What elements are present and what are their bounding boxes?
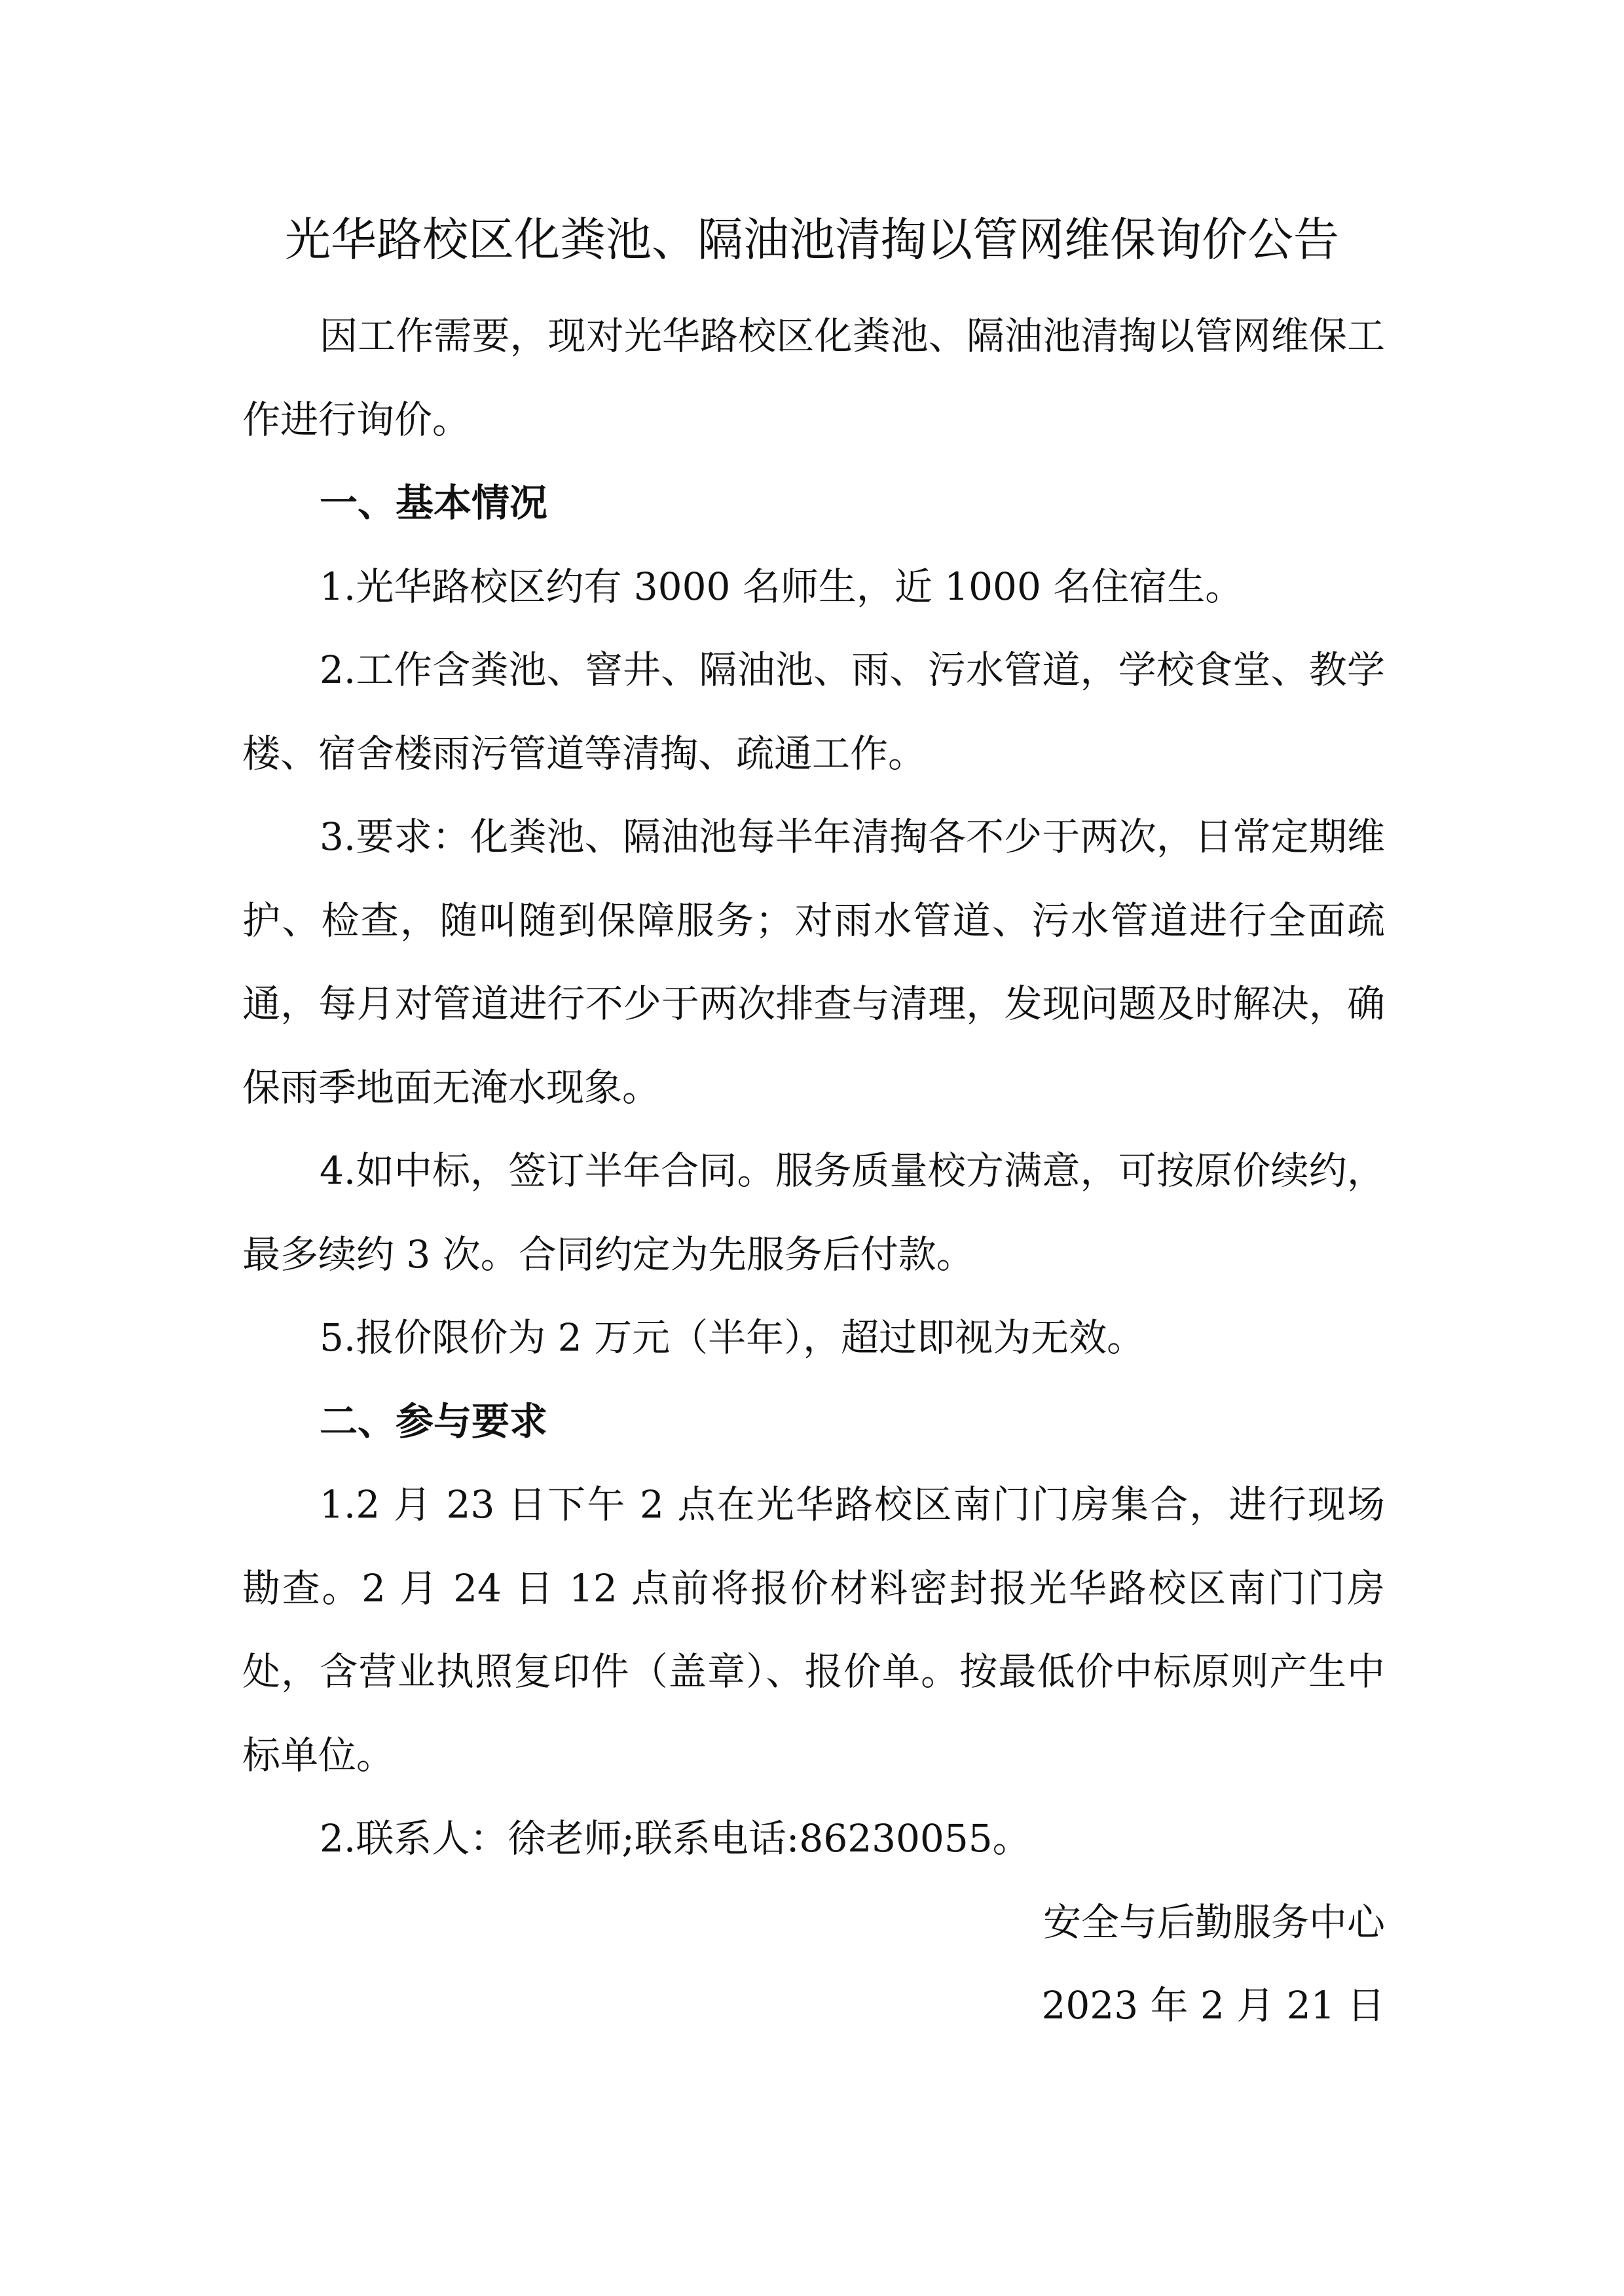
document-body: [242, 295, 1385, 2048]
basic-info-item-5: 5.报价限价为 2 万元（半年），超过即视为无效。: [320, 1315, 1145, 1360]
section-heading-requirements: 二、参与要求: [320, 1398, 548, 1444]
basic-info-item-3: 3.要求：化粪池、隔油池每半年清掏各不少于两次，日常定期维护、检查，随叫随到保障服务；对雨水管道、污水管道进行全面疏通，每月对管道进行不少于两次排查与清理，发现问题及时解决，确保雨季地面无淹水现象。: [242, 814, 1385, 1110]
basic-info-item-2: 2.工作含粪池、窨井、隔油池、雨、污水管道，学校食堂、教学楼、宿舍楼雨污管道等清掏、疏通工作。: [242, 647, 1385, 776]
requirements-item-2: 2.联系人：徐老师;联系电话:86230055。: [320, 1816, 1031, 1861]
requirements-item-1: 1.2 月 23 日下午 2 点在光华路校区南门门房集合，进行现场勘查。2 月 24 日 12 点前将报价材料密封报光华路校区南门门房处，含营业执照复印件（盖章）、报价单。按最低价中标原则产生中标单位。: [242, 1482, 1385, 1777]
intro-paragraph: 因工作需要，现对光华路校区化粪池、隔油池清掏以管网维保工作进行询价。: [242, 314, 1385, 442]
basic-info-item-1: 1.光华路校区约有 3000 名师生，近 1000 名住宿生。: [320, 564, 1244, 609]
section-heading-basic-info: 一、基本情况: [320, 481, 548, 525]
signature-organization: 安全与后勤服务中心: [1043, 1899, 1385, 1944]
signature-date: 2023 年 2 月 21 日: [1041, 1983, 1385, 2028]
document-title: 光华路校区化粪池、隔油池清掏以管网维保询价公告: [285, 213, 1339, 266]
basic-info-item-4: 4.如中标，签订半年合同。服务质量校方满意，可按原价续约，最多续约 3 次。合同约定为先服务后付款。: [242, 1148, 1385, 1277]
